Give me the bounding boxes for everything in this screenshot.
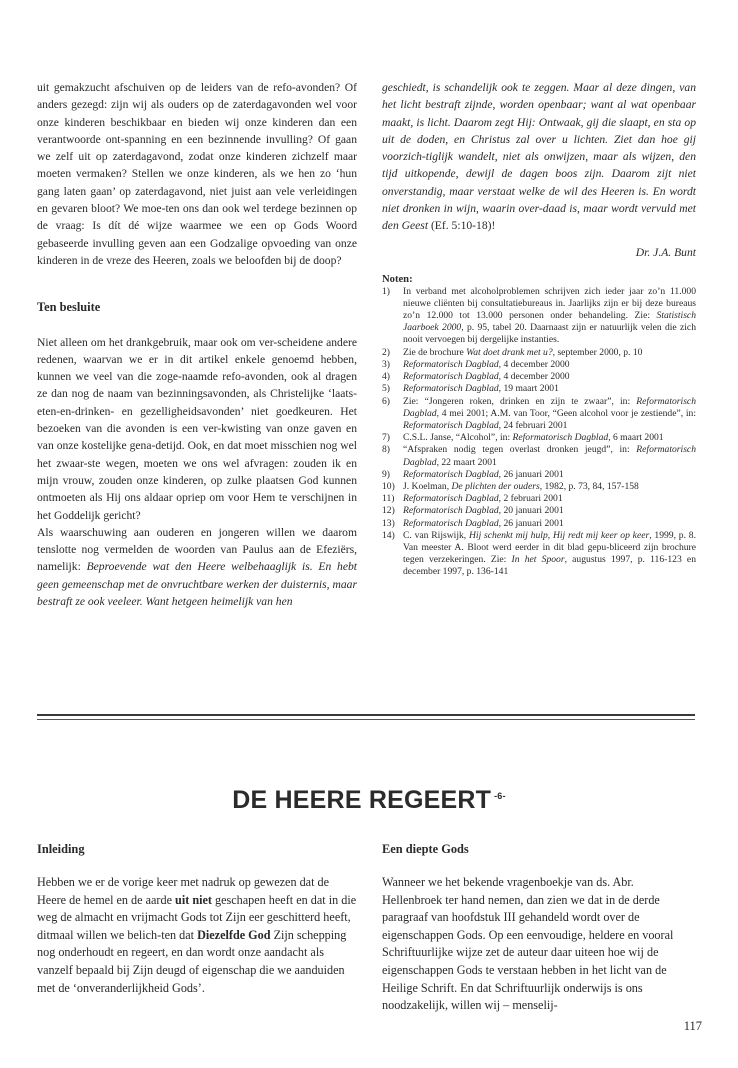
note-text: Zie: “Jongeren roken, drinken en zijn te zwaar”, in:: [403, 395, 637, 407]
note-italic: Reformatorisch Dagblad: [403, 505, 499, 517]
note-item: [382, 469, 696, 481]
note-number: 4): [382, 371, 390, 383]
note-after: , p. 95, tabel 20. Daarnaast zijn er natuurlijk velen die zich nooit vervoegen bij dergelijke instanties.: [403, 322, 696, 346]
note-number: 2): [382, 346, 390, 358]
note-italic2: In het Spoor: [511, 554, 565, 566]
note-italic: Reformatorisch Dagblad: [403, 395, 696, 419]
note-item: [382, 396, 696, 433]
paragraph-een-diepte-gods: Wanneer we het bekende vragenboekje van ds. Abr. Hellenbroek ter hand nemen, dan zien we dat in de derde paragraaf van hoofdstuk III gehandeld wordt over de eigenschappen Gods. Op een eenvoudige, heldere en vooral Schriftuurlijke wijze zet de auteur daar uiteen hoe wij de eigenschappen Gods te verstaan hebben in het licht van de Heilige Schrift. En dat Schriftuurlijk onderwijs is ons noodzakelijk, willen wij – menselij-: [382, 875, 674, 1013]
note-text: C. van Rijswijk,: [403, 529, 469, 541]
note-item: [382, 530, 696, 579]
paragraph-conclusion: Niet alleen om het drankgebruik, maar ook om ver-scheidene andere redenen, waarvan we er in dit artikel enkele genoemd hebben, kunnen we veel van die zoge-naamde refo-avonden, ook al dragen ze dan nog de naam van bezinningsavonden, als Christelijke ‘laats-eten-en-drinken- en gezelligheidsavonden’ niet goedkeuren. Het bezoeken van die avonden is een ver-kwisting van onze gaven en van onze kostelijke gena-detijd. Ook, en dat moet misschien nog wel het zwaar-ste wegen, moeten we ons wel afvragen: zouden ik en mijn vrouw, zouden onze kinderen, op zulke plaatsen God kunnen ontmoeten als Hij ons aldaar opriep om voor Hem te verschijnen in het Goddelijk gericht?: [37, 335, 357, 522]
note-after: , 26 januari 2001: [498, 517, 564, 529]
bible-quote-start: Beproevende wat den Heere welbehaaglijk is. En hebt geen gemeenschap met de onvruchtbare werken der duisternis, maar bestraft ze ook veeleer. Want hetgeen heimelijk van hen: [37, 560, 358, 609]
note-after: , 26 januari 2001: [498, 468, 564, 480]
note-item: [382, 432, 696, 444]
note-item: [382, 371, 696, 383]
note-italic: Reformatorisch Dagblad: [403, 383, 499, 395]
note-item: [382, 347, 696, 359]
note-item: [382, 444, 696, 468]
lower-left-column: [37, 842, 357, 997]
note-number: 12): [382, 505, 395, 517]
note-after2: , 24 februari 2001: [498, 419, 568, 431]
note-italic: Statistisch Jaarboek 2000: [403, 310, 696, 334]
note-text: C.S.L. Janse, “Alcohol”, in:: [403, 432, 513, 444]
note-italic: Reformatorisch Dagblad: [403, 371, 499, 383]
paragraph-inleiding: Hebben we er de vorige keer met nadruk op gewezen dat de Heere de hemel en de aarde uit niet geschapen heeft en dat in die weg de almacht en vrijmacht Gods tot Zijn eer geschitterd heeft, ditmaal willen we belich-ten dat Diezelfde God Zijn schepping nog onderhoudt en regeert, en dan wordt onze aandacht als vanzelf bepaald bij Zijn deugd of eigenschap die we aanduiden met de ‘onveranderlijkheid Gods’.: [37, 875, 357, 995]
note-number: 14): [382, 529, 395, 541]
note-item: [382, 383, 696, 395]
lower-right-column: [382, 842, 696, 1015]
author-signature: Dr. J.A. Bunt: [635, 245, 696, 259]
upper-right-column: [382, 79, 696, 579]
note-number: 5): [382, 383, 390, 395]
section-divider-top: [37, 714, 695, 716]
note-italic: De plichten der ouders: [451, 480, 540, 492]
note-number: 11): [382, 493, 395, 505]
note-italic: Reformatorisch Dagblad: [403, 444, 696, 468]
notes-list: [382, 286, 696, 579]
upper-left-column: [37, 79, 357, 610]
note-item: [382, 493, 696, 505]
heading-ten-besluite: Ten besluite: [37, 300, 101, 315]
note-text: “Afspraken nodig tegen overlast dronken jeugd”, in:: [403, 444, 637, 456]
note-after: , 4 december 2000: [498, 358, 570, 370]
note-after2: , augustus 1997, p. 116-123 en december 1997, p. 136-141: [403, 554, 696, 578]
note-after: , 2 februari 2001: [498, 493, 563, 505]
note-italic: Reformatorisch Dagblad: [403, 517, 499, 529]
note-after: , 4 mei 2001; A.M. van Toor, “Geen alcohol voor je zestiende”, in:: [436, 407, 696, 419]
note-after: , 1999, p. 8. Van meester A. Bloot werd eerder in dit blad gepu-bliceerd zijn brochure tegen verzekeringen. Zie:: [403, 529, 696, 566]
section-title-mark: -6-: [494, 791, 506, 801]
note-number: 13): [382, 517, 395, 529]
note-number: 6): [382, 395, 390, 407]
note-italic: Reformatorisch Dagblad: [403, 493, 499, 505]
note-after: , 19 maart 2001: [498, 383, 559, 395]
note-number: 3): [382, 358, 390, 370]
note-after: , 22 maart 2001: [436, 456, 497, 468]
note-number: 7): [382, 432, 390, 444]
note-italic: Hij schenkt mij hulp, Hij redt mij keer op keer: [468, 529, 650, 541]
section-title: DE HEERE REGEERT $^{-6-}$: [232, 786, 506, 814]
note-after: , 4 december 2000: [498, 371, 570, 383]
bible-quote-continued: geschiedt, is schandelijk ook te zeggen. Maar al deze dingen, van het licht bestraft zijnde, worden openbaar; want al wat openbaar maakt, is licht. Daarom zegt Hij: Ontwaak, gij die slaapt, en sta op uit de doden, en Christus zal over u lichten. Ziet dan hoe gij voorzich-tiglijk wandelt, niet als onwijzen, maar als wijzen, den tijd uitkopende, dewijl de dagen boos zijn. Daarom zijt niet onverstandig, maar verstaat welke de wil des Heeren is. En wordt niet dronken in wijn, waarin over-daad is, maar wordt vervuld met den Geest (Ef. 5:10-18)!: [382, 81, 696, 233]
note-item: [382, 359, 696, 371]
note-text: Zie de brochure: [403, 346, 467, 358]
note-item: [382, 518, 696, 530]
note-number: 10): [382, 480, 395, 492]
paragraph-warning: Als waarschuwing aan ouderen en jongeren willen we daarom tenslotte nog vermelden de woorden van Paulus aan de Efeziërs, namelijk: Beproevende wat den Heere welbehaaglijk is. En hebt geen gemeenschap met de onvruchtbare werken der duisternis, maar bestraft ze ook veeleer. Want hetgeen heimelijk van hen: [37, 525, 358, 609]
note-text: In verband met alcoholproblemen schrijven zich ieder jaar zo’n 11.000 nieuwe cliënten bij consultatiebureaus in. Jaarlijks zijn er bij deze bureaus zo’n 12.000 tot 13.000 personen onder behandeling. Zie:: [403, 285, 696, 322]
page-number: 117: [683, 1019, 702, 1033]
note-italic: Reformatorisch Dagblad: [403, 358, 499, 370]
note-italic2: Reformatorisch Dagblad: [403, 419, 499, 431]
note-item: [382, 505, 696, 517]
note-number: 1): [382, 285, 390, 297]
section-divider-bottom: [37, 719, 695, 720]
note-number: 8): [382, 444, 390, 456]
heading-inleiding: Inleiding: [37, 842, 85, 856]
note-after: , 6 maart 2001: [608, 432, 664, 444]
note-item: [382, 481, 696, 493]
note-after: , september 2000, p. 10: [552, 346, 643, 358]
note-italic: Reformatorisch Dagblad: [403, 468, 499, 480]
note-item: [382, 286, 696, 347]
notes-title: Noten:: [382, 273, 413, 285]
note-text: J. Koelman,: [403, 480, 452, 492]
note-italic: Reformatorisch Dagblad: [512, 432, 609, 444]
paragraph-intro: uit gemakzucht afschuiven op de leiders van de refo-avonden? Of anders gezegd: zijn wij als ouders op de zaterdagavonden wel voor onze kinderen beschikbaar en bieden wij onze kinderen dan een verantwoorde ont-spanning en een bezinnende invulling? Of gaan we zelf uit op zaterdagavond, zodat onze kinderen zichzelf maar moeten vermaken? Stellen we onze kinderen, als we hen zo ‘hun gang laten gaan’ op zaterdagavond, niet juist aan vele verleidingen en gevaren bloot? We moe-ten ons dan ook wel terdege bezinnen op de vraag: Is dít dé wijze waarmee we een op Gods Woord gebaseerde invulling geven aan een Godzalige opvoeding van onze kinderen in de vreze des Heeren, zoals we beloofden bij de doop?: [37, 81, 357, 267]
heading-een-diepte-gods: Een diepte Gods: [382, 842, 469, 856]
note-italic: Wat doet drank met u?: [466, 346, 553, 358]
note-after: , 1982, p. 73, 84, 157-158: [539, 480, 639, 492]
note-after: , 20 januari 2001: [498, 505, 564, 517]
note-number: 9): [382, 468, 390, 480]
